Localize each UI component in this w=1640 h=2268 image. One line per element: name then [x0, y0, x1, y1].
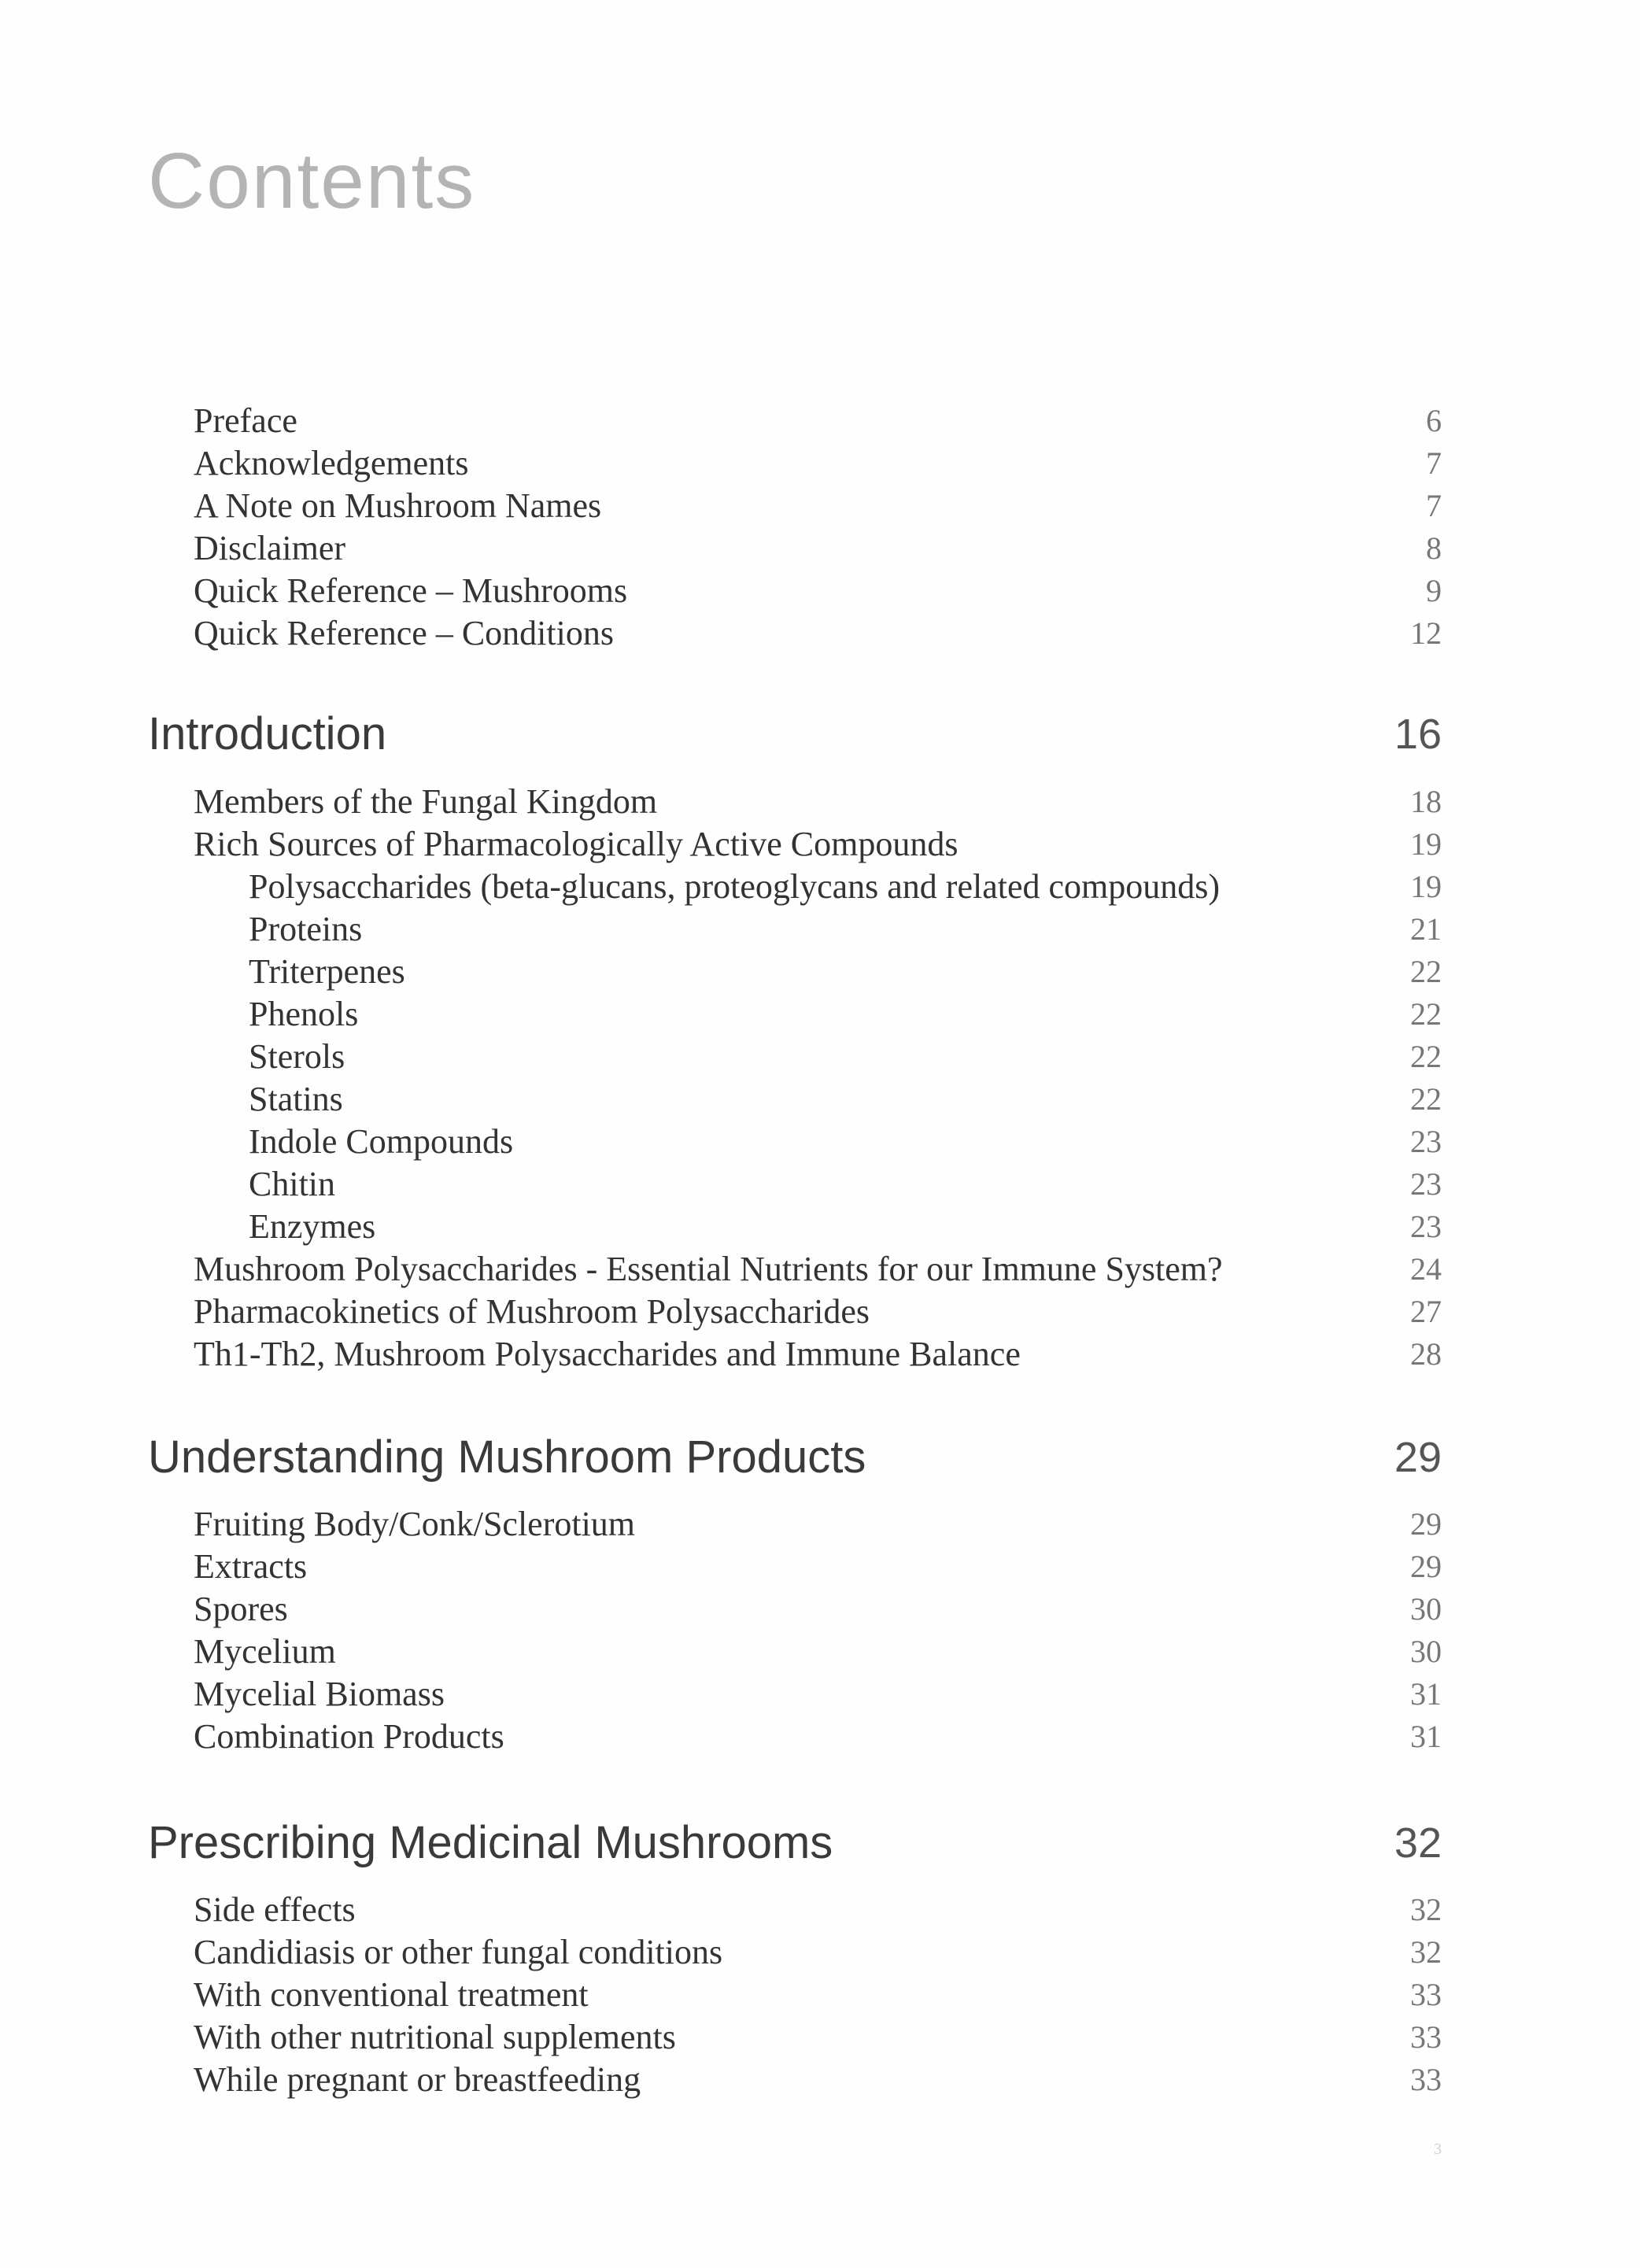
- toc-entry[interactable]: [0, 1503, 1640, 1546]
- toc-entry-label: Members of the Fungal Kingdom: [194, 782, 658, 821]
- toc-entry-label: Acknowledgements: [194, 444, 469, 482]
- toc-entry-label: Side effects: [194, 1890, 356, 1929]
- toc-entry-page: 30: [1410, 1634, 1442, 1669]
- toc-entry-label: Mycelium: [194, 1632, 336, 1671]
- toc-entry[interactable]: [0, 570, 1640, 612]
- toc-entry[interactable]: [0, 1333, 1640, 1376]
- toc-entry[interactable]: [0, 1546, 1640, 1588]
- toc-entry-label: While pregnant or breastfeeding: [194, 2060, 641, 2099]
- toc-entry-page: 27: [1410, 1294, 1442, 1329]
- toc-subentry[interactable]: [0, 1163, 1640, 1206]
- toc-entry-page: 32: [1410, 1892, 1442, 1927]
- toc-entry-label: Pharmacokinetics of Mushroom Polysaccharides: [194, 1292, 870, 1331]
- toc-entry-page: 33: [1410, 1977, 1442, 2012]
- toc-entry-label: Sterols: [249, 1037, 345, 1076]
- toc-entry-page: 22: [1410, 1039, 1442, 1074]
- toc-entry-page: 22: [1410, 1081, 1442, 1117]
- section-page: 16: [1394, 711, 1442, 758]
- section-heading: Introduction: [148, 708, 387, 759]
- toc-entry-label: A Note on Mushroom Names: [194, 486, 602, 525]
- toc-subentry[interactable]: [0, 1078, 1640, 1121]
- toc-entry-label: Candidiasis or other fungal conditions: [194, 1933, 723, 1971]
- toc-entry-page: 6: [1426, 403, 1442, 438]
- toc-entry-page: 9: [1426, 573, 1442, 608]
- toc-entry-page: 33: [1410, 2019, 1442, 2055]
- toc-entry[interactable]: [0, 1889, 1640, 1931]
- toc-entry-label: Fruiting Body/Conk/Sclerotium: [194, 1505, 636, 1543]
- toc-entry-label: Preface: [194, 401, 297, 440]
- toc-entry-page: 12: [1410, 615, 1442, 651]
- section-heading: Prescribing Medicinal Mushrooms: [148, 1817, 833, 1868]
- toc-section-prescribing-medicinal-mushrooms[interactable]: [0, 1815, 1640, 1871]
- toc-entry[interactable]: [0, 442, 1640, 485]
- toc-entry-page: 31: [1410, 1719, 1442, 1754]
- section-page: 29: [1394, 1434, 1442, 1481]
- toc-entry-label: With conventional treatment: [194, 1975, 589, 2014]
- toc-entry-page: 23: [1410, 1166, 1442, 1202]
- toc-subentry[interactable]: [0, 993, 1640, 1036]
- toc-entry-page: 22: [1410, 954, 1442, 989]
- toc-entry-page: 7: [1426, 488, 1442, 523]
- toc-entry-page: 19: [1410, 869, 1442, 904]
- toc-section-introduction[interactable]: [0, 706, 1640, 763]
- toc-entry-label: Spores: [194, 1590, 288, 1628]
- toc-entry-page: 24: [1410, 1251, 1442, 1287]
- toc-entry-label: Extracts: [194, 1547, 308, 1586]
- toc-entry[interactable]: [0, 781, 1640, 823]
- toc-entry-label: Disclaimer: [194, 529, 346, 567]
- toc-entry-page: 23: [1410, 1209, 1442, 1244]
- page-number: 3: [1434, 2141, 1442, 2158]
- toc-entry[interactable]: [0, 823, 1640, 866]
- toc-entry-label: Proteins: [249, 910, 363, 948]
- toc-entry-label: Triterpenes: [249, 952, 405, 991]
- toc-entry-page: 21: [1410, 911, 1442, 947]
- toc-entry-label: Polysaccharides (beta-glucans, proteoglycans and related compounds): [249, 867, 1221, 906]
- toc-entry-label: Enzymes: [249, 1207, 376, 1246]
- toc-entry-page: 23: [1410, 1124, 1442, 1159]
- toc-entry[interactable]: [0, 1588, 1640, 1631]
- toc-entry-page: 33: [1410, 2062, 1442, 2097]
- toc-entry[interactable]: [0, 1673, 1640, 1716]
- toc-entry[interactable]: [0, 612, 1640, 655]
- toc-entry-label: Indole Compounds: [249, 1122, 514, 1161]
- toc-subentry[interactable]: [0, 1036, 1640, 1078]
- toc-entry-page: 32: [1410, 1934, 1442, 1970]
- toc-entry-label: Phenols: [249, 995, 359, 1033]
- toc-entry-label: Combination Products: [194, 1717, 504, 1756]
- toc-entry[interactable]: [0, 485, 1640, 527]
- toc-entry-page: 8: [1426, 530, 1442, 566]
- toc-entry-page: 7: [1426, 445, 1442, 481]
- toc-entry[interactable]: [0, 2059, 1640, 2101]
- toc-subentry[interactable]: [0, 1121, 1640, 1163]
- toc-entry-page: 19: [1410, 826, 1442, 862]
- toc-entry-label: Mycelial Biomass: [194, 1675, 445, 1713]
- toc-entry-page: 22: [1410, 996, 1442, 1032]
- toc-entry[interactable]: [0, 400, 1640, 442]
- section-page: 32: [1394, 1819, 1442, 1867]
- toc-entry-label: Chitin: [249, 1165, 336, 1203]
- toc-entry[interactable]: [0, 1931, 1640, 1974]
- toc-entry[interactable]: [0, 1291, 1640, 1333]
- toc-entry-page: 28: [1410, 1336, 1442, 1372]
- toc-entry[interactable]: [0, 1631, 1640, 1673]
- toc-subentry[interactable]: [0, 866, 1640, 908]
- toc-entry-label: Quick Reference – Conditions: [194, 614, 614, 652]
- toc-entry-page: 31: [1410, 1676, 1442, 1712]
- toc-entry[interactable]: [0, 1974, 1640, 2016]
- toc-entry-label: Mushroom Polysaccharides - Essential Nutrients for our Immune System?: [194, 1250, 1223, 1288]
- toc-entry-label: Th1-Th2, Mushroom Polysaccharides and Immune Balance: [194, 1335, 1021, 1373]
- toc-entry[interactable]: [0, 527, 1640, 570]
- toc-entry-label: Statins: [249, 1080, 343, 1118]
- toc-entry-page: 29: [1410, 1549, 1442, 1584]
- toc-entry-page: 29: [1410, 1506, 1442, 1542]
- toc-entry[interactable]: [0, 2016, 1640, 2059]
- toc-entry-page: 30: [1410, 1591, 1442, 1627]
- toc-entry[interactable]: [0, 1716, 1640, 1758]
- toc-subentry[interactable]: [0, 951, 1640, 993]
- toc-subentry[interactable]: [0, 1206, 1640, 1248]
- toc-subentry[interactable]: [0, 908, 1640, 951]
- page-title: Contents: [148, 137, 476, 225]
- section-heading: Understanding Mushroom Products: [148, 1431, 866, 1483]
- toc-entry-label: Quick Reference – Mushrooms: [194, 571, 628, 610]
- toc-entry-page: 18: [1410, 784, 1442, 819]
- toc-entry-label: With other nutritional supplements: [194, 2018, 676, 2056]
- toc-section-understanding-mushroom-products[interactable]: [0, 1429, 1640, 1486]
- toc-entry-label: Rich Sources of Pharmacologically Active Compounds: [194, 825, 959, 863]
- toc-entry[interactable]: [0, 1248, 1640, 1291]
